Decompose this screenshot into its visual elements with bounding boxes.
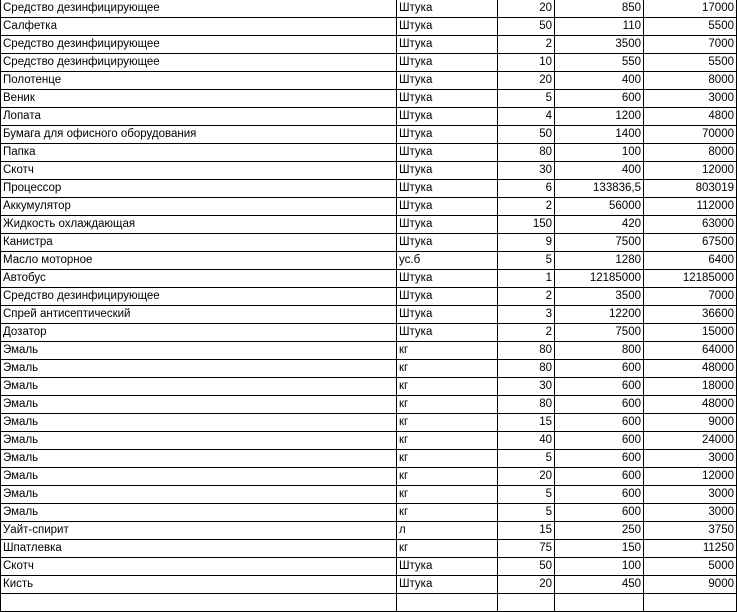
cell-quantity[interactable]: 50 (498, 558, 555, 576)
cell-price[interactable]: 420 (555, 216, 644, 234)
cell-item-name[interactable]: Полотенце (1, 72, 397, 90)
cell-item-name[interactable]: Скотч (1, 162, 397, 180)
cell-quantity[interactable]: 6 (498, 180, 555, 198)
table-row (1, 576, 737, 594)
cell-sum[interactable]: 5500 (644, 18, 737, 36)
cell-sum[interactable]: 6400 (644, 252, 737, 270)
cell-unit[interactable]: кг (397, 540, 498, 558)
cell-item-name[interactable]: Жидкость охлаждающая (1, 216, 397, 234)
table-row (1, 216, 737, 234)
cell-item-name[interactable]: Дозатор (1, 324, 397, 342)
table-row (1, 558, 737, 576)
cell-unit[interactable]: Штука (397, 0, 498, 18)
cell-price[interactable]: 600 (555, 504, 644, 522)
cell-unit[interactable]: Штука (397, 180, 498, 198)
table-row (1, 198, 737, 216)
cell-sum[interactable]: 12000 (644, 162, 737, 180)
cell-quantity[interactable]: 30 (498, 378, 555, 396)
cell-unit[interactable]: Штука (397, 270, 498, 288)
cell-unit[interactable]: Штука (397, 198, 498, 216)
table-row (1, 504, 737, 522)
table-row (1, 306, 737, 324)
cell-price[interactable]: 600 (555, 486, 644, 504)
cell-item-name[interactable]: Уайт-спирит (1, 522, 397, 540)
cell-price[interactable]: 250 (555, 522, 644, 540)
cell-quantity[interactable]: 20 (498, 72, 555, 90)
table-row (1, 162, 737, 180)
cell-sum[interactable]: 36600 (644, 306, 737, 324)
table-row (1, 252, 737, 270)
cell-item-name[interactable]: Процессор (1, 180, 397, 198)
cell-sum[interactable]: 17000 (644, 0, 737, 18)
cell-sum[interactable]: 803019 (644, 180, 737, 198)
cell-quantity[interactable]: 10 (498, 54, 555, 72)
cell-item-name[interactable]: Эмаль (1, 342, 397, 360)
cell-quantity[interactable]: 4 (498, 108, 555, 126)
cell-sum[interactable]: 5000 (644, 558, 737, 576)
cell-price[interactable]: 600 (555, 468, 644, 486)
cell-item-name[interactable]: Спрей антисептический (1, 306, 397, 324)
cell-price[interactable]: 12200 (555, 306, 644, 324)
table-row (1, 414, 737, 432)
cell-quantity[interactable]: 50 (498, 18, 555, 36)
table-row (1, 90, 737, 108)
cell-price[interactable] (555, 594, 644, 612)
table-row (1, 72, 737, 90)
table-row (1, 396, 737, 414)
cell-quantity[interactable]: 40 (498, 432, 555, 450)
cell-sum[interactable]: 12185000 (644, 270, 737, 288)
cell-unit[interactable]: Штука (397, 324, 498, 342)
cell-sum[interactable] (644, 594, 737, 612)
cell-price[interactable]: 1400 (555, 126, 644, 144)
cell-unit[interactable]: Штука (397, 216, 498, 234)
cell-price[interactable]: 100 (555, 558, 644, 576)
cell-sum[interactable]: 11250 (644, 540, 737, 558)
cell-item-name[interactable]: Аккумулятор (1, 198, 397, 216)
cell-quantity[interactable]: 20 (498, 468, 555, 486)
cell-quantity[interactable]: 150 (498, 216, 555, 234)
table-row (1, 144, 737, 162)
cell-unit[interactable]: Штука (397, 306, 498, 324)
table-row (1, 522, 737, 540)
table-row (1, 432, 737, 450)
table-row (1, 270, 737, 288)
cell-sum[interactable]: 9000 (644, 576, 737, 594)
cell-price[interactable]: 1200 (555, 108, 644, 126)
cell-sum[interactable]: 3000 (644, 504, 737, 522)
cell-sum[interactable]: 3000 (644, 486, 737, 504)
cell-quantity[interactable]: 75 (498, 540, 555, 558)
table-row (1, 36, 737, 54)
cell-item-name[interactable]: Канистра (1, 234, 397, 252)
table-row (1, 342, 737, 360)
cell-quantity[interactable]: 9 (498, 234, 555, 252)
cell-unit[interactable] (397, 594, 498, 612)
cell-quantity[interactable]: 5 (498, 504, 555, 522)
cell-sum[interactable]: 64000 (644, 342, 737, 360)
cell-sum[interactable]: 3000 (644, 90, 737, 108)
cell-price[interactable]: 100 (555, 144, 644, 162)
table-row (1, 0, 737, 18)
cell-quantity[interactable]: 5 (498, 252, 555, 270)
table-row (1, 594, 737, 612)
cell-quantity[interactable]: 5 (498, 486, 555, 504)
cell-item-name[interactable]: Средство дезинфицирующее (1, 0, 397, 18)
cell-unit[interactable]: Штука (397, 234, 498, 252)
cell-sum[interactable]: 112000 (644, 198, 737, 216)
cell-price[interactable]: 600 (555, 378, 644, 396)
cell-price[interactable]: 7500 (555, 234, 644, 252)
cell-sum[interactable]: 18000 (644, 378, 737, 396)
cell-unit[interactable]: ус.б (397, 252, 498, 270)
cell-unit[interactable]: кг (397, 504, 498, 522)
cell-quantity[interactable]: 80 (498, 144, 555, 162)
cell-item-name[interactable]: Скотч (1, 558, 397, 576)
cell-price[interactable]: 400 (555, 162, 644, 180)
cell-price[interactable]: 3500 (555, 288, 644, 306)
cell-item-name[interactable]: Шпатлевка (1, 540, 397, 558)
cell-quantity[interactable]: 2 (498, 36, 555, 54)
table-row (1, 288, 737, 306)
table-row (1, 486, 737, 504)
cell-item-name[interactable]: Эмаль (1, 414, 397, 432)
table-row (1, 18, 737, 36)
cell-quantity[interactable]: 3 (498, 306, 555, 324)
cell-item-name[interactable] (1, 594, 397, 612)
table-row (1, 54, 737, 72)
cell-price[interactable]: 600 (555, 396, 644, 414)
cell-unit[interactable]: кг (397, 342, 498, 360)
cell-unit[interactable]: кг (397, 360, 498, 378)
cell-sum[interactable]: 48000 (644, 396, 737, 414)
cell-quantity[interactable]: 5 (498, 90, 555, 108)
cell-item-name[interactable]: Лопата (1, 108, 397, 126)
cell-price[interactable]: 1280 (555, 252, 644, 270)
table-row (1, 126, 737, 144)
table-row (1, 180, 737, 198)
cell-price[interactable]: 800 (555, 342, 644, 360)
cell-unit[interactable]: Штука (397, 54, 498, 72)
cell-unit[interactable]: Штука (397, 558, 498, 576)
cell-unit[interactable]: л (397, 522, 498, 540)
cell-unit[interactable]: кг (397, 378, 498, 396)
cell-unit[interactable]: кг (397, 396, 498, 414)
cell-unit[interactable]: кг (397, 432, 498, 450)
cell-price[interactable]: 600 (555, 90, 644, 108)
cell-quantity[interactable]: 30 (498, 162, 555, 180)
cell-price[interactable]: 133836,5 (555, 180, 644, 198)
cell-unit[interactable]: кг (397, 450, 498, 468)
cell-item-name[interactable]: Средство дезинфицирующее (1, 36, 397, 54)
cell-item-name[interactable]: Средство дезинфицирующее (1, 288, 397, 306)
cell-quantity[interactable]: 50 (498, 126, 555, 144)
cell-item-name[interactable]: Бумага для офисного оборудования (1, 126, 397, 144)
cell-unit[interactable]: Штука (397, 576, 498, 594)
cell-price[interactable]: 600 (555, 360, 644, 378)
cell-price[interactable]: 450 (555, 576, 644, 594)
spreadsheet-body (1, 0, 737, 612)
cell-sum[interactable]: 9000 (644, 414, 737, 432)
cell-item-name[interactable]: Эмаль (1, 450, 397, 468)
cell-sum[interactable]: 8000 (644, 144, 737, 162)
table-row (1, 468, 737, 486)
cell-unit[interactable]: кг (397, 468, 498, 486)
cell-unit[interactable]: Штука (397, 126, 498, 144)
cell-quantity[interactable]: 5 (498, 450, 555, 468)
cell-quantity[interactable]: 2 (498, 288, 555, 306)
table-row (1, 234, 737, 252)
cell-item-name[interactable]: Автобус (1, 270, 397, 288)
cell-quantity[interactable]: 80 (498, 360, 555, 378)
cell-item-name[interactable]: Эмаль (1, 486, 397, 504)
cell-unit[interactable]: Штука (397, 18, 498, 36)
cell-sum[interactable]: 3750 (644, 522, 737, 540)
cell-item-name[interactable]: Средство дезинфицирующее (1, 54, 397, 72)
cell-price[interactable]: 600 (555, 414, 644, 432)
cell-sum[interactable]: 7000 (644, 288, 737, 306)
cell-price[interactable]: 600 (555, 450, 644, 468)
cell-unit[interactable]: Штука (397, 162, 498, 180)
table-row (1, 378, 737, 396)
cell-price[interactable]: 110 (555, 18, 644, 36)
cell-item-name[interactable]: Эмаль (1, 468, 397, 486)
cell-sum[interactable]: 12000 (644, 468, 737, 486)
cell-quantity[interactable]: 15 (498, 522, 555, 540)
cell-sum[interactable]: 8000 (644, 72, 737, 90)
cell-quantity[interactable]: 15 (498, 414, 555, 432)
table-row (1, 540, 737, 558)
cell-unit[interactable]: Штука (397, 72, 498, 90)
cell-price[interactable]: 7500 (555, 324, 644, 342)
cell-item-name[interactable]: Эмаль (1, 378, 397, 396)
table-row (1, 324, 737, 342)
cell-item-name[interactable]: Папка (1, 144, 397, 162)
table-row (1, 450, 737, 468)
cell-sum[interactable]: 15000 (644, 324, 737, 342)
cell-unit[interactable]: Штука (397, 144, 498, 162)
cell-quantity[interactable]: 2 (498, 324, 555, 342)
cell-item-name[interactable]: Салфетка (1, 18, 397, 36)
cell-unit[interactable]: Штука (397, 36, 498, 54)
cell-sum[interactable]: 4800 (644, 108, 737, 126)
cell-price[interactable]: 150 (555, 540, 644, 558)
cell-item-name[interactable]: Веник (1, 90, 397, 108)
cell-sum[interactable]: 3000 (644, 450, 737, 468)
cell-unit[interactable]: Штука (397, 108, 498, 126)
cell-item-name[interactable]: Кисть (1, 576, 397, 594)
cell-sum[interactable]: 48000 (644, 360, 737, 378)
cell-sum[interactable]: 67500 (644, 234, 737, 252)
cell-sum[interactable]: 24000 (644, 432, 737, 450)
cell-price[interactable]: 12185000 (555, 270, 644, 288)
cell-price[interactable]: 600 (555, 432, 644, 450)
cell-item-name[interactable]: Эмаль (1, 360, 397, 378)
cell-quantity[interactable]: 20 (498, 0, 555, 18)
cell-item-name[interactable]: Эмаль (1, 504, 397, 522)
cell-price[interactable]: 3500 (555, 36, 644, 54)
cell-price[interactable]: 850 (555, 0, 644, 18)
cell-price[interactable]: 400 (555, 72, 644, 90)
cell-unit[interactable]: кг (397, 486, 498, 504)
cell-quantity[interactable]: 20 (498, 576, 555, 594)
cell-sum[interactable]: 70000 (644, 126, 737, 144)
cell-unit[interactable]: кг (397, 414, 498, 432)
table-row (1, 108, 737, 126)
cell-item-name[interactable]: Эмаль (1, 396, 397, 414)
cell-price[interactable]: 56000 (555, 198, 644, 216)
cell-unit[interactable]: Штука (397, 90, 498, 108)
cell-quantity[interactable]: 80 (498, 396, 555, 414)
cell-quantity[interactable]: 2 (498, 198, 555, 216)
cell-quantity[interactable] (498, 594, 555, 612)
cell-price[interactable]: 550 (555, 54, 644, 72)
cell-item-name[interactable]: Эмаль (1, 432, 397, 450)
cell-quantity[interactable]: 80 (498, 342, 555, 360)
cell-item-name[interactable]: Масло моторное (1, 252, 397, 270)
cell-sum[interactable]: 63000 (644, 216, 737, 234)
table-row (1, 360, 737, 378)
cell-sum[interactable]: 5500 (644, 54, 737, 72)
cell-sum[interactable]: 7000 (644, 36, 737, 54)
cell-unit[interactable]: Штука (397, 288, 498, 306)
cell-quantity[interactable]: 1 (498, 270, 555, 288)
